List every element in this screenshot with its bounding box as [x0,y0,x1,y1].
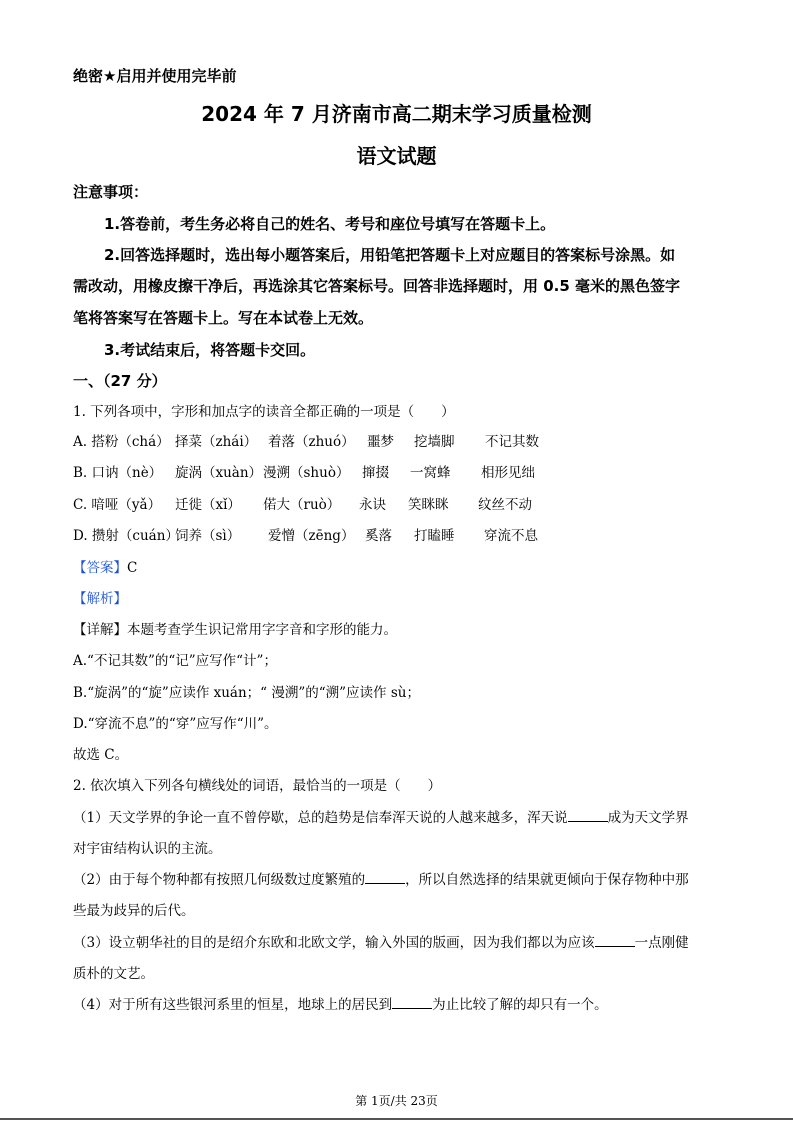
option-cell: D. 攒射（cuán） [73,528,179,544]
option-cell: A. 搭粉（chá） [73,434,170,450]
option-cell: 迁徙（xǐ） [175,497,241,513]
option-cell: 纹丝不动 [478,497,532,513]
sentence-line [73,931,689,951]
detail-tag: 【详解】 [73,622,127,638]
option-cell: 奚落 [365,528,392,544]
explanation-line: B.“旋涡”的“旋”应读作 xuán；“ 漫溯”的“溯”应读作 sù； [73,685,420,701]
detail-line [73,618,397,638]
sentence-line: 对宇宙结构认识的主流。 [73,841,222,857]
option-cell: 爱憎（zēng） [268,528,355,544]
option-cell: 笑眯眯 [408,497,449,513]
sentence-text: ，所以自然选择的结果就更倾向于保存物种中那 [405,872,689,888]
option-cell: 着落（zhuó） [268,434,355,450]
option-cell: 不记其数 [485,434,539,450]
option-cell: 偌大（ruò） [263,497,341,513]
option-cell: 挖墙脚 [414,434,455,450]
sentence-line [73,868,689,888]
sentence-text: 一点刚健 [634,935,689,951]
detail-text: 本题考查学生识记常用字字音和字形的能力。 [127,622,397,638]
explanation-line: D.“穿流不息”的“穿”应写作“川”。 [73,716,278,732]
notice-item: 2.回答选择题时，选出每小题答案后，用铅笔把答题卡上对应题目的答案标号涂黑。如 [104,246,676,264]
sentence-text: 为止比较了解的却只有一个。 [432,997,608,1013]
fill-blank [392,994,432,1009]
question-stem: 2. 依次填入下列各句横线处的词语，最恰当的一项是（ ） [73,778,442,794]
option-cell: 噩梦 [367,434,394,450]
page-title: 2024 年 7 月济南市高二期末学习质量检测 [201,102,592,126]
confidential-mark: 绝密★启用并使用完毕前 [73,67,237,85]
notice-item: 3.考试结束后，将答题卡交回。 [104,341,316,359]
sentence-text: （1）天文学界的争论一直不曾停歇，总的趋势是信奉浑天说的人越来越多，浑天说 [73,810,568,826]
option-cell: 漫溯（shuò） [263,465,350,481]
answer-line [73,556,137,576]
explanation-line: A.“不记其数”的“记”应写作“计”； [73,653,277,669]
sentence-line [73,806,689,826]
option-cell: 打瞌睡 [414,528,455,544]
section-heading: 一、（27 分） [73,372,167,390]
notice-heading: 注意事项： [73,183,149,201]
option-cell: C. 喑哑（yǎ） [73,497,162,513]
fill-blank [568,807,608,822]
option-cell: 永诀 [359,497,386,513]
option-cell: 相形见绌 [481,465,535,481]
sentence-text: （3）设立朝华社的目的是绍介东欧和北欧文学，输入外国的版画，因为我们都以为应该 [73,935,595,951]
sentence-line [73,993,608,1013]
explanation-line: 故选 C。 [73,747,129,763]
sentence-line: 些最为歧异的后代。 [73,903,195,919]
notice-item: 需改动，用橡皮擦干净后，再选涂其它答案标号。回答非选择题时，用 0.5 毫米的黑色签字 [73,277,681,295]
notice-item: 1.答卷前，考生务必将自己的姓名、考号和座位号填写在答题卡上。 [104,215,556,233]
sentence-text: （2）由于每个物种都有按照几何级数过度繁殖的 [73,872,366,888]
answer-value: C [127,560,138,576]
page-number: 第 1页/共 23页 [355,1094,438,1108]
option-cell: B. 口讷（nè） [73,465,163,481]
option-cell: 撺掇 [362,465,389,481]
fill-blank [365,869,405,884]
analysis-tag: 【解析】 [73,591,127,607]
sentence-line: 质朴的文艺。 [73,966,154,982]
footer-divider [0,1118,793,1120]
option-cell: 择菜（zhái） [175,434,258,450]
fill-blank [595,932,635,947]
sentence-text: 成为天文学界 [607,810,689,826]
option-cell: 穿流不息 [484,528,538,544]
option-cell: 旋涡（xuàn） [175,465,263,481]
page-subtitle: 语文试题 [356,144,437,168]
sentence-text: （4）对于所有这些银河系里的恒星，地球上的居民到 [73,997,393,1013]
question-stem: 1. 下列各项中，字形和加点字的读音全都正确的一项是（ ） [73,404,455,420]
option-cell: 饲养（sì） [175,528,241,544]
answer-tag: 【答案】 [73,560,127,576]
notice-item: 笔将答案写在答题卡上。写在本试卷上无效。 [73,309,374,327]
option-cell: 一窝蜂 [410,465,451,481]
